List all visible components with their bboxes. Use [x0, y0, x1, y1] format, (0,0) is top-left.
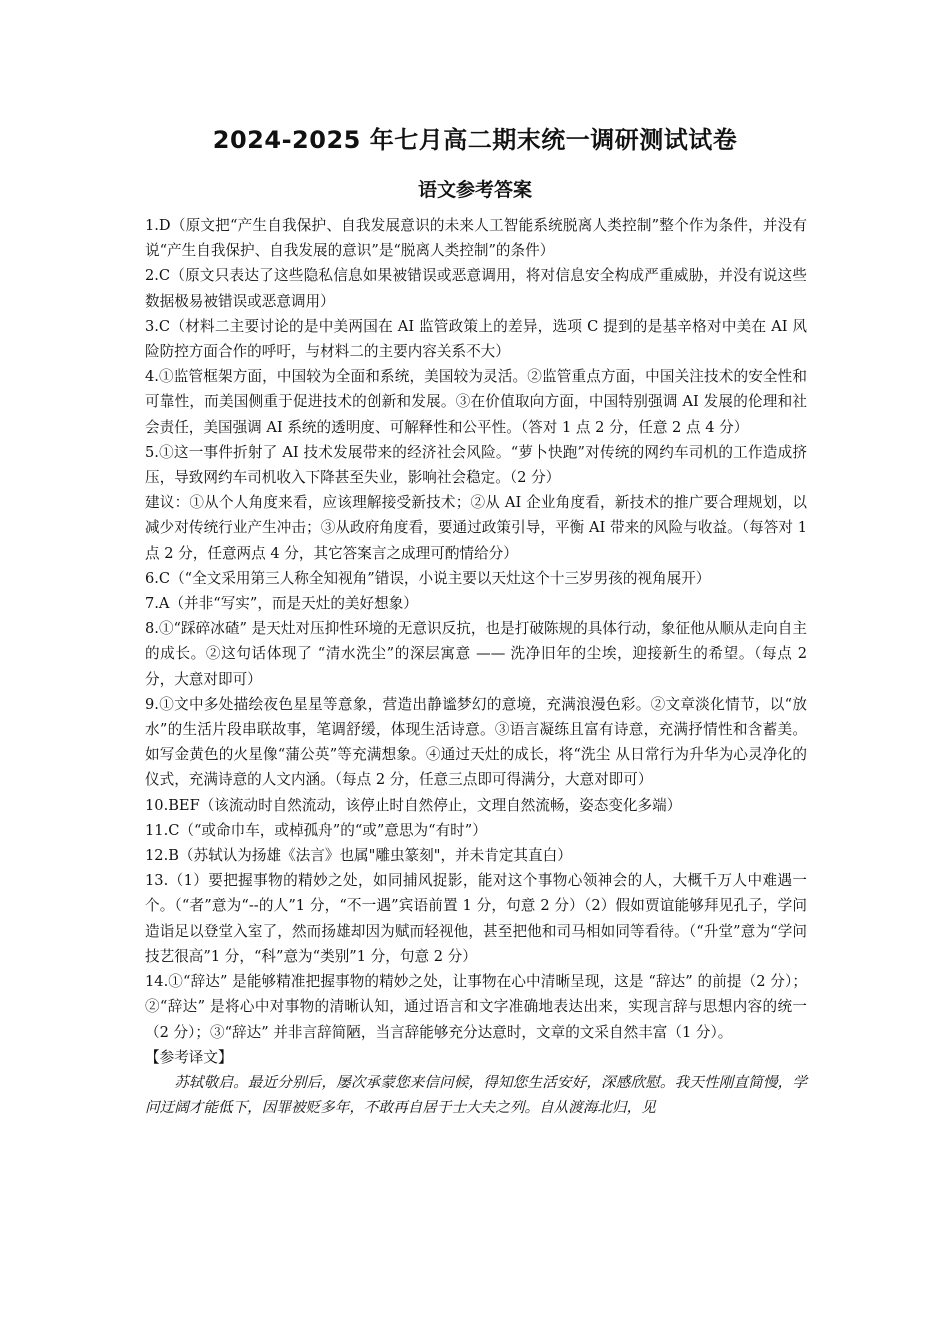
answer-item-9: 9.①文中多处描绘夜色星星等意象，营造出静谧梦幻的意境，充满浪漫色彩。②文章淡化情节，以“放水”的生活片段串联故事，笔调舒缓，体现生活诗意。③语言凝练且富有诗意，充满抒情性和含蓄美。如写金黄色的火星像“蒲公英”等充满想象。④通过天灶的成长，将“洗尘 从日常行为升华为心灵净化的仪式，充满诗意的人文内涵。（每点 2 分，任意三点即可得满分，大意对即可） — [145, 695, 807, 789]
answer-item-12: 12.B（苏轼认为扬雄《法言》也属"雕虫篆刻"，并未肯定其直白） — [145, 847, 572, 865]
answer-item-3: 3.C（材料二主要讨论的是中美两国在 AI 监管政策上的差异，选项 C 提到的是基辛格对中美在 AI 风险防控方面合作的呼吁，与材料二的主要内容关系不大） — [145, 317, 807, 361]
translation-text: 苏轼敬启。最近分别后，屡次承蒙您来信问候，得知您生活安好，深感欣慰。我天性刚直简慢，学问迂阔才能低下，因罪被贬多年，不敢再自居于士大夫之列。自从渡海北归，见 — [145, 1073, 807, 1117]
answer-item-11: 11.C（“或命巾车，或棹孤舟”的“或”意思为“有时”） — [145, 821, 487, 839]
answer-item-14: 14.①“辞达” 是能够精准把握事物的精妙之处，让事物在心中清晰呈现，这是 “辞达” 的前提（2 分）；②“辞达” 是将心中对事物的清晰认知，通过语言和文字准确地表达出来，实现言辞与思想内容的统一（2 分）；③“辞达” 并非言辞简陋，当言辞能够充分达意时，文章的文采自然丰富（1 分）。 — [145, 973, 807, 1041]
answer-item-8: 8.①“踩碎冰碴” 是天灶对压抑性环境的无意识反抗，也是打破陈规的具体行动，象征他从顺从走向自主的成长。②这句话体现了 “清水洗尘”的深层寓意 —— 洗净旧年的尘埃，迎接新生的希望。（每点 2 分，大意对即可） — [145, 620, 807, 688]
answer-item-5-suggestion: 建议：①从个人角度来看，应该理解接受新技术；②从 AI 企业角度看，新技术的推广要合理规划，以减少对传统行业产生冲击；③从政府角度看，要通过政策引导，平衡 AI 带来的风险与收益。（每答对 1 点 2 分，任意两点 4 分，其它答案言之成理可酌情给分） — [145, 494, 807, 562]
page-title: 2024-2025 年七月高二期末统一调研测试试卷 — [212, 126, 738, 154]
answer-item-2: 2.C（原文只表达了这些隐私信息如果被错误或恶意调用，将对信息安全构成严重威胁，并没有说这些数据极易被错误或恶意调用） — [145, 267, 807, 310]
answer-item-7: 7.A（并非“写实”，而是天灶的美好想象） — [145, 595, 418, 613]
answer-item-10: 10.BEF（该流动时自然流动，该停止时自然停止，文理自然流畅，姿态变化多端） — [145, 796, 682, 814]
translation-heading: 【参考译文】 — [145, 1048, 233, 1066]
page-subtitle: 语文参考答案 — [417, 179, 532, 201]
answer-body — [145, 213, 807, 1120]
answer-item-6: 6.C（“全文采用第三人称全知视角”错误，小说主要以天灶这个十三岁男孩的视角展开） — [145, 569, 711, 587]
answer-item-13: 13.（1）要把握事物的精妙之处，如同捕风捉影，能对这个事物心领神会的人，大概千万人中难遇一个。（“者”意为“--的人”1 分，“不一遇”宾语前置 1 分，句意 2 分）（2）假如贾谊能够拜见孔子，学问造诣足以登堂入室了，然而扬雄却因为赋而轻视他，甚至把他和司马相如同等看待。（“升堂”意为“学问技艺很高”1 分，“科”意为“类别”1 分，句意 2 分） — [145, 872, 807, 965]
answer-item-4: 4.①监管框架方面，中国较为全面和系统，美国较为灵活。②监管重点方面，中国关注技术的安全性和可靠性，而美国侧重于促进技术的创新和发展。③在价值取向方面，中国特别强调 AI 发展的伦理和社会责任，美国强调 AI 系统的透明度、可解释性和公平性。（答对 1 点 2 分，任意 2 点 4 分） — [145, 368, 807, 436]
answer-item-5: 5.①这一事件折射了 AI 技术发展带来的经济社会风险。“萝卜快跑”对传统的网约车司机的工作造成挤压，导致网约车司机收入下降甚至失业，影响社会稳定。（2 分） — [145, 443, 807, 487]
answer-item-1: 1.D（原文把“产生自我保护、自我发展意识的未来人工智能系统脱离人类控制”整个作为条件，并没有说“产生自我保护、自我发展的意识”是“脱离人类控制”的条件） — [145, 217, 807, 260]
